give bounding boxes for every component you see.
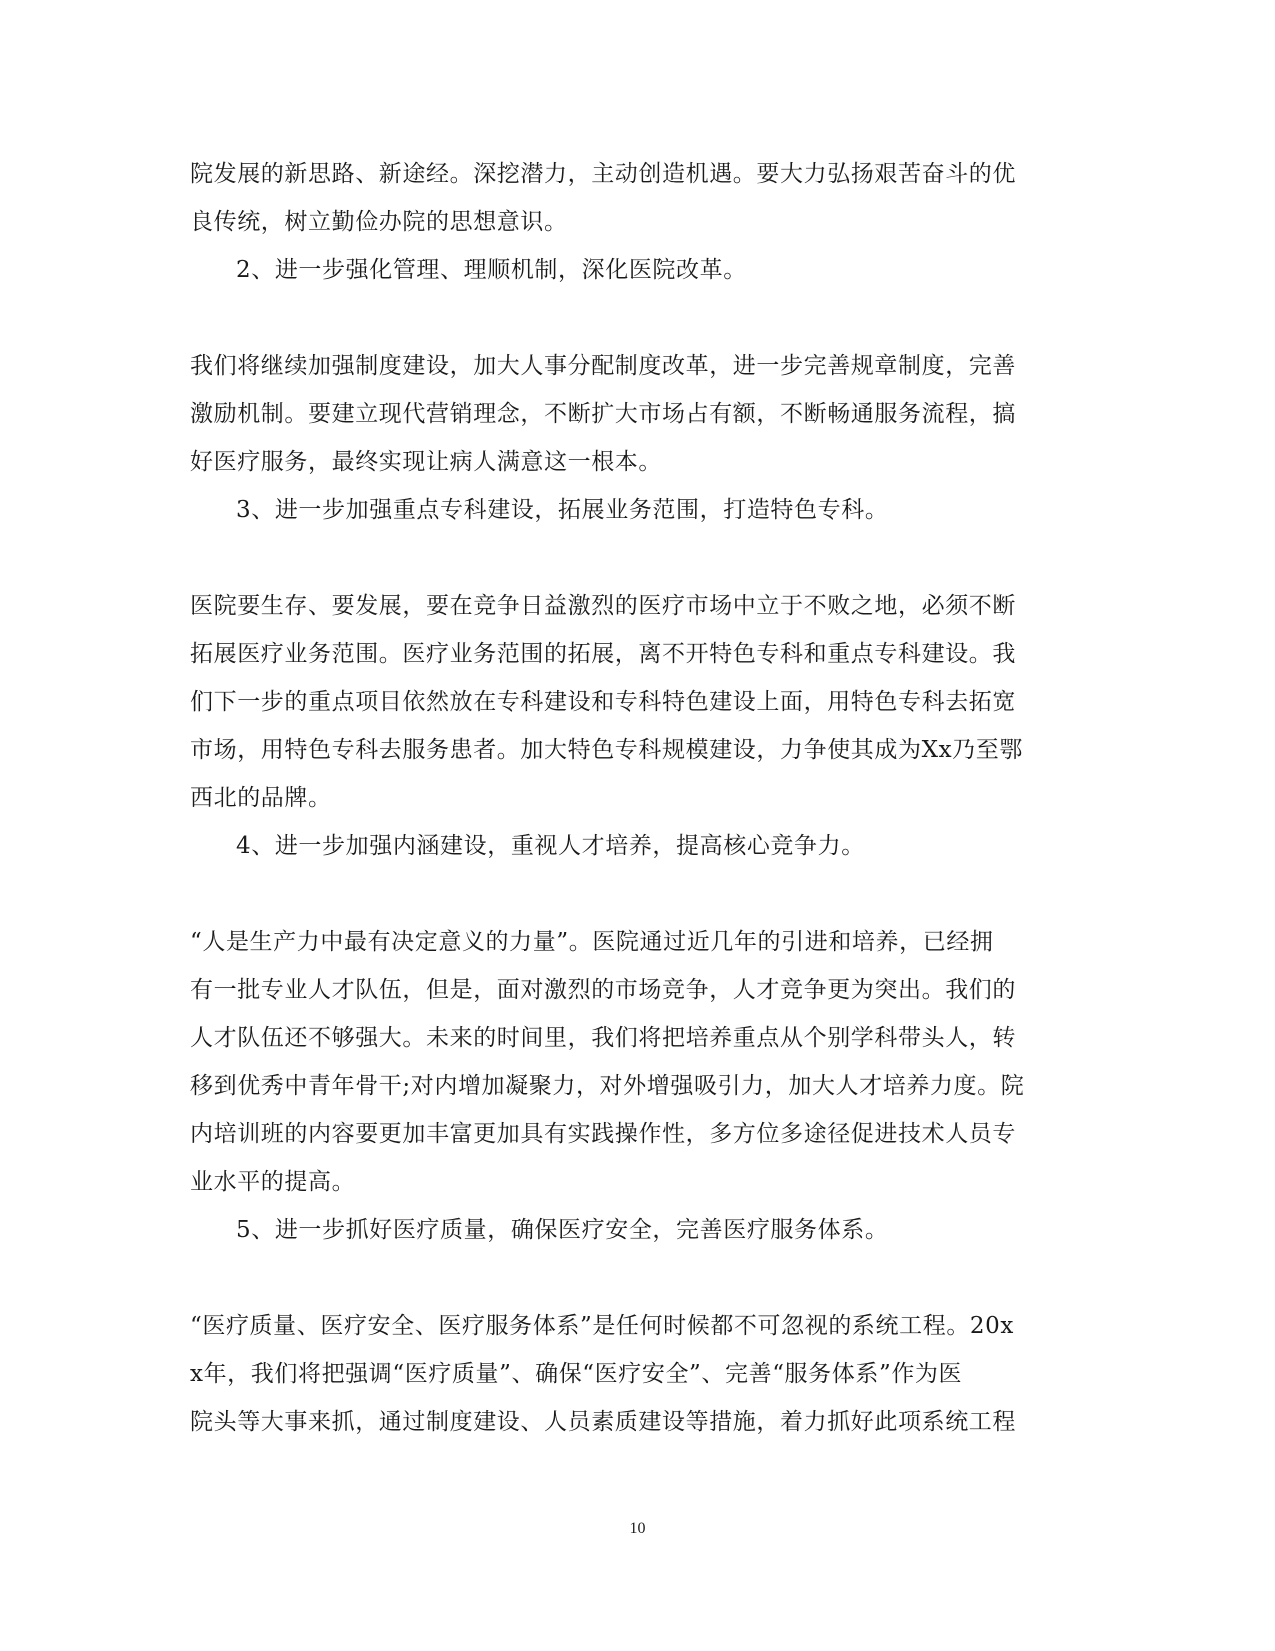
paragraph-3 (190, 582, 1070, 822)
text-line: 我们将继续加强制度建设，加大人事分配制度改革，进一步完善规章制度，完善 (190, 353, 1016, 379)
text-line: 人才队伍还不够强大。未来的时间里，我们将把培养重点从个别学科带头人，转 (190, 1025, 1016, 1051)
text-line: 医院要生存、要发展，要在竞争日益激烈的医疗市场中立于不败之地，必须不断 (190, 593, 1016, 619)
paragraph-gap (190, 294, 1070, 342)
section-heading-5: 5、进一步抓好医疗质量，确保医疗安全，完善医疗服务体系。 (236, 1217, 889, 1243)
paragraph-2 (190, 342, 1070, 486)
text-line: 良传统，树立勤俭办院的思想意识。 (190, 209, 568, 235)
text-line: 拓展医疗业务范围。医疗业务范围的拓展，离不开特色专科和重点专科建设。我 (190, 641, 1016, 667)
text-line: 激励机制。要建立现代营销理念，不断扩大市场占有额，不断畅通服务流程，搞 (190, 401, 1016, 427)
section-heading-3: 3、进一步加强重点专科建设，拓展业务范围，打造特色专科。 (236, 497, 889, 523)
text-line: 院头等大事来抓，通过制度建设、人员素质建设等措施，着力抓好此项系统工程 (190, 1409, 1016, 1435)
paragraph-5 (190, 1302, 1070, 1446)
paragraph-gap (190, 1254, 1070, 1302)
text-line: 内培训班的内容要更加丰富更加具有实践操作性，多方位多途径促进技术人员专 (190, 1121, 1016, 1147)
text-line: 有一批专业人才队伍，但是，面对激烈的市场竞争，人才竞争更为突出。我们的 (190, 977, 1016, 1003)
section-heading-2: 2、进一步强化管理、理顺机制，深化医院改革。 (236, 257, 747, 283)
text-line: “医疗质量、医疗安全、医疗服务体系”是任何时候都不可忽视的系统工程。20x (190, 1313, 1014, 1339)
text-line: 院发展的新思路、新途经。深挖潜力，主动创造机遇。要大力弘扬艰苦奋斗的优 (190, 161, 1016, 187)
text-line: 移到优秀中青年骨干;对内增加凝聚力，对外增强吸引力，加大人才培养力度。院 (190, 1073, 1025, 1099)
text-line: 们下一步的重点项目依然放在专科建设和专科特色建设上面，用特色专科去拓宽 (190, 689, 1016, 715)
text-line: “人是生产力中最有决定意义的力量”。医院通过近几年的引进和培养，已经拥 (190, 929, 994, 955)
text-line: 业水平的提高。 (190, 1169, 356, 1195)
paragraph-1 (190, 150, 1070, 246)
text-line: x年，我们将把强调“医疗质量”、确保“医疗安全”、完善“服务体系”作为医 (190, 1361, 963, 1387)
document-body (190, 150, 1070, 1446)
paragraph-gap (190, 534, 1070, 582)
text-line: 好医疗服务，最终实现让病人满意这一根本。 (190, 449, 662, 475)
paragraph-gap (190, 870, 1070, 918)
text-line: 西北的品牌。 (190, 785, 332, 811)
page-number: 10 (629, 1520, 646, 1537)
text-line: 市场，用特色专科去服务患者。加大特色专科规模建设，力争使其成为Xx乃至鄂 (190, 737, 1023, 763)
section-heading-4: 4、进一步加强内涵建设，重视人才培养，提高核心竞争力。 (236, 833, 865, 859)
paragraph-4 (190, 918, 1070, 1206)
